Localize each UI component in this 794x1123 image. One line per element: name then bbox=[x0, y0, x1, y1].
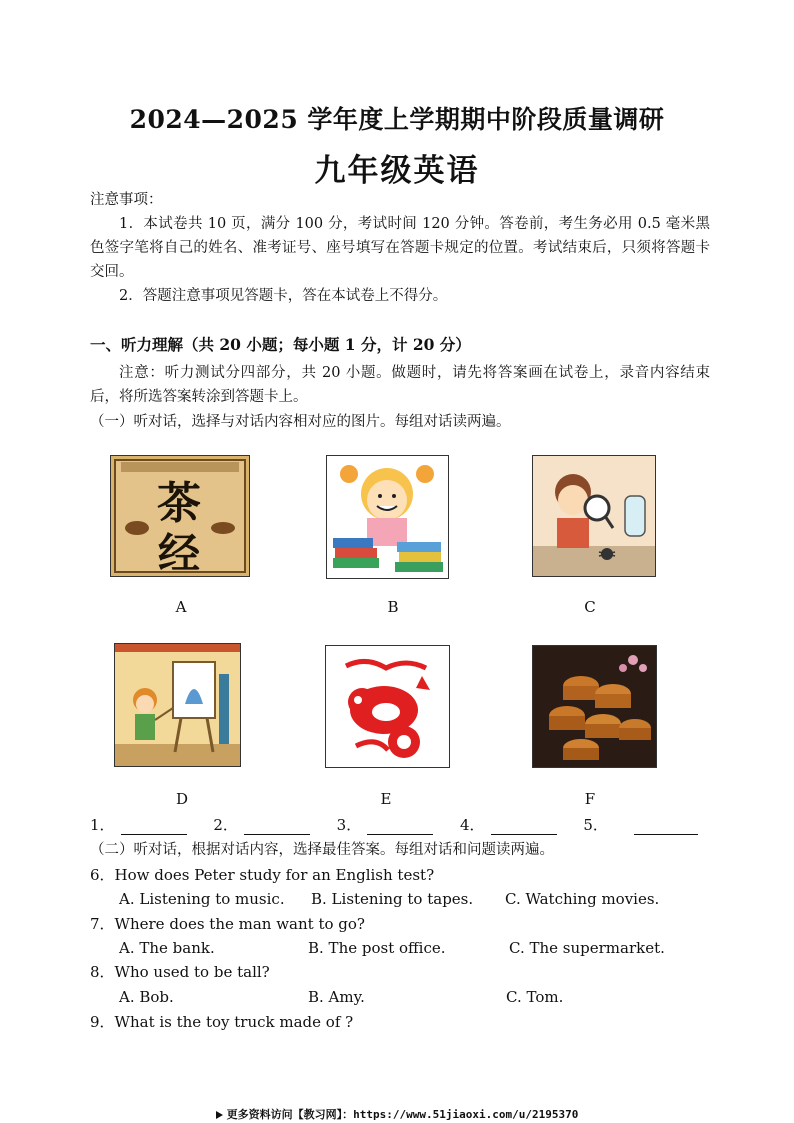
part2-instruction: （二）听对话，根据对话内容，选择最佳答案。每组对话和问题读两遍。 bbox=[90, 842, 554, 858]
tea-char: 茶 bbox=[157, 478, 201, 529]
question-8-option-b: B. Amy. bbox=[308, 988, 365, 1006]
question-7-option-c: C. The supermarket. bbox=[509, 939, 665, 957]
girl-with-books-icon bbox=[327, 456, 448, 578]
answer-blanks-row bbox=[90, 814, 720, 835]
notice-item-1: 1．本试卷共 10 页，满分 100 分，考试时间 120 分钟。答卷前，考生务必用 0.5 毫米黑色签字笔将自己的姓名、准考证号、座号填写在答题卡规定的位置。考试结束后，只须将答题卡交回。 bbox=[90, 216, 710, 280]
exam-title: 2024—2025 学年度上学期期中阶段质量调研 bbox=[129, 105, 665, 134]
question-6-option-b: B. Listening to tapes. bbox=[311, 890, 474, 908]
question-8-option-a: A. Bob. bbox=[119, 988, 174, 1006]
question-8: 8．Who used to be tall? bbox=[90, 963, 270, 981]
blank-number-5: 5． bbox=[583, 816, 608, 834]
tea-classic-book-icon bbox=[111, 456, 249, 576]
picture-b bbox=[326, 455, 449, 579]
question-7: 7．Where does the man want to go? bbox=[90, 915, 365, 933]
footer-link[interactable] bbox=[0, 1106, 794, 1122]
answer-blank-3 bbox=[367, 818, 433, 835]
picture-e-label: E bbox=[380, 790, 392, 808]
notice-heading: 注意事项： bbox=[90, 192, 163, 208]
question-8-option-c: C. Tom. bbox=[506, 988, 564, 1006]
exam-subject: 九年级英语 bbox=[314, 153, 480, 189]
picture-a bbox=[110, 455, 250, 577]
picture-f bbox=[532, 645, 657, 768]
flag-icon bbox=[216, 1111, 223, 1119]
answer-blank-5 bbox=[634, 818, 698, 835]
blank-number-2: 2． bbox=[213, 816, 238, 834]
picture-b-label: B bbox=[387, 598, 399, 616]
question-6-option-c: C. Watching movies. bbox=[505, 890, 660, 908]
classic-char: 经 bbox=[157, 529, 201, 576]
question-6-option-a: A. Listening to music. bbox=[119, 890, 285, 908]
picture-a-label: A bbox=[175, 598, 187, 616]
blank-number-1: 1． bbox=[90, 816, 115, 834]
notice-item-2: 2．答题注意事项见答题卡，答在本试卷上不得分。 bbox=[119, 288, 448, 304]
blank-number-3: 3． bbox=[336, 816, 362, 834]
picture-c-label: C bbox=[584, 598, 596, 616]
blank-number-4: 4． bbox=[459, 816, 485, 834]
answer-blank-2 bbox=[244, 818, 310, 835]
question-7-option-b: B. The post office. bbox=[308, 939, 446, 957]
answer-blank-4 bbox=[491, 818, 557, 835]
picture-d bbox=[114, 643, 241, 767]
girl-painting-icon bbox=[115, 644, 240, 766]
panda-paper-cut-icon bbox=[326, 646, 449, 767]
question-7-option-a: A. The bank. bbox=[119, 939, 215, 957]
picture-c bbox=[532, 455, 656, 577]
mooncakes-icon bbox=[533, 646, 656, 767]
part1-instruction: （一）听对话，选择与对话内容相对应的图片。每组对话读两遍。 bbox=[90, 414, 511, 430]
footer-text: 更多资料访问【教习网】：https://www.51jiaoxi.com/u/2195370 bbox=[226, 1108, 579, 1121]
section-heading: 一、听力理解（共 20 小题；每小题 1 分，计 20 分） bbox=[90, 335, 471, 354]
picture-e bbox=[325, 645, 450, 768]
question-9: 9．What is the toy truck made of ? bbox=[90, 1013, 354, 1031]
answer-blank-1 bbox=[121, 818, 187, 835]
picture-d-label: D bbox=[175, 790, 189, 808]
boy-with-magnifier-icon bbox=[533, 456, 655, 576]
picture-f-label: F bbox=[584, 790, 596, 808]
question-6: 6．How does Peter study for an English test? bbox=[90, 866, 435, 884]
listening-note: 注意：听力测试分四部分，共 20 小题。做题时，请先将答案画在试卷上，录音内容结束后，将所选答案转涂到答题卡上。 bbox=[90, 365, 710, 405]
